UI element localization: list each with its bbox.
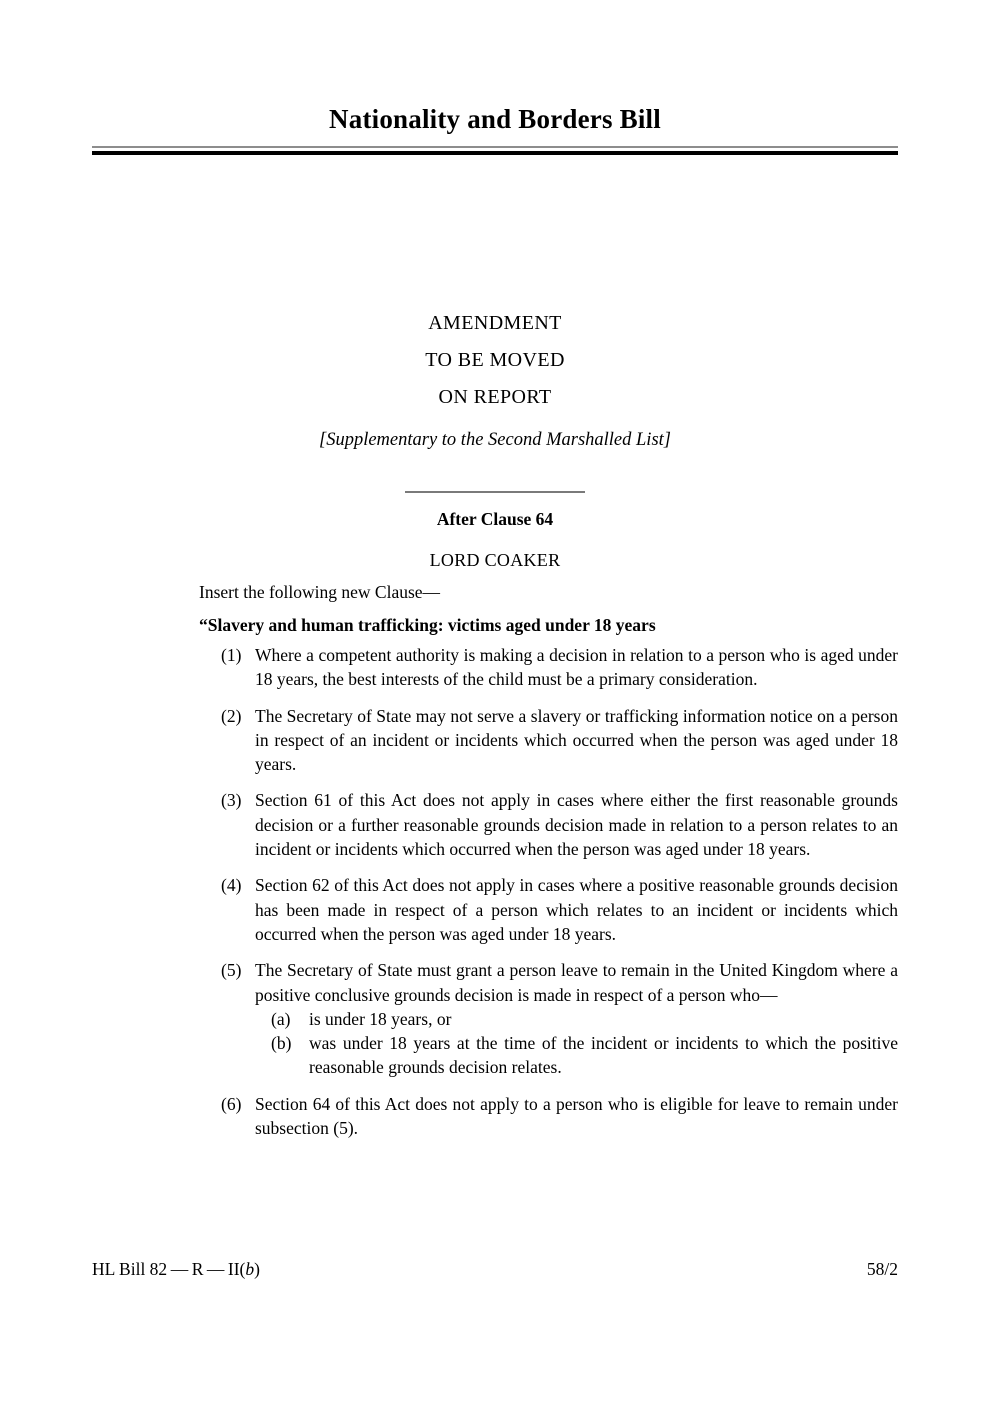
provision-subitem [255,1031,898,1080]
provision-text: The Secretary of State must grant a person leave to remain in the United Kingdom where a positive conclusive grounds decision is made in respect of a person who— [255,960,898,1005]
provision-marker: (4) [221,875,242,896]
page-number: 58/2 [866,1259,898,1279]
new-clause-title: “Slavery and human trafficking: victims aged under 18 years [199,615,656,635]
provision-text: Section 61 of this Act does not apply in cases where either the first reasonable grounds decision or a further reasonable grounds decision made in relation to a person relates to an incident or incidents which occurred when the person was aged under 18 years. [255,790,898,860]
provision-marker: (2) [221,705,242,726]
clause-heading: After Clause 64 [436,509,554,529]
bill-reference [92,1259,260,1280]
provision-subitem [255,1007,898,1031]
page-footer [92,1259,898,1280]
provision-subitem-marker: (a) [271,1008,291,1029]
provision-subitem-list [255,1007,898,1080]
amendment-heading-block [92,305,898,493]
supplementary-note: [Supplementary to the Second Marshalled List] [319,430,671,450]
provision-marker: (3) [221,790,242,811]
bill-reference-italic: b [245,1259,255,1279]
heading-line-to-be-moved: TO BE MOVED [425,349,565,371]
bill-reference-prefix: HL Bill 82 — R — II( [92,1259,246,1279]
provision-subitem-text: is under 18 years, or [309,1008,452,1029]
provision-text: Where a competent authority is making a decision in relation to a person who is aged under 18 years, the best interests of the child must be a primary consideration. [255,645,898,690]
insert-instruction: Insert the following new Clause— [199,582,441,602]
provision-subitem-text: was under 18 years at the time of the incident or incidents to which the positive reasonable grounds decision relates. [309,1033,898,1078]
provision-marker: (1) [221,645,242,665]
section-divider [405,491,585,493]
provision-item [199,643,898,692]
provision-item [199,788,898,861]
provision-text: The Secretary of State may not serve a slavery or trafficking information notice on a person in respect of an incident or incidents which occurred when the person was aged under 18 years. [255,705,898,775]
heading-line-amendment: AMENDMENT [428,312,562,334]
provision-item [199,704,898,777]
member-name: LORD COAKER [429,550,561,570]
provision-item [199,1092,898,1141]
heading-line-on-report: ON REPORT [438,386,552,408]
amendment-body [199,580,898,1152]
provision-item [199,873,898,946]
provision-text: Section 62 of this Act does not apply in cases where a positive reasonable grounds decision has been made in respect of a person which relates to an incident or incidents which occurred when the person was aged under 18 years. [255,875,898,944]
title-divider [92,146,898,155]
bill-reference-suffix: ) [254,1259,260,1279]
title-divider-thick-line [92,151,898,155]
provision-item [199,958,898,1079]
provision-subitem-marker: (b) [271,1033,292,1054]
document-title: Nationality and Borders Bill [329,104,661,134]
provision-marker: (6) [221,1093,242,1114]
provision-list [199,643,898,1140]
provision-marker: (5) [221,960,242,981]
provision-text: Section 64 of this Act does not apply to a person who is eligible for leave to remain under subsection (5). [255,1093,898,1139]
